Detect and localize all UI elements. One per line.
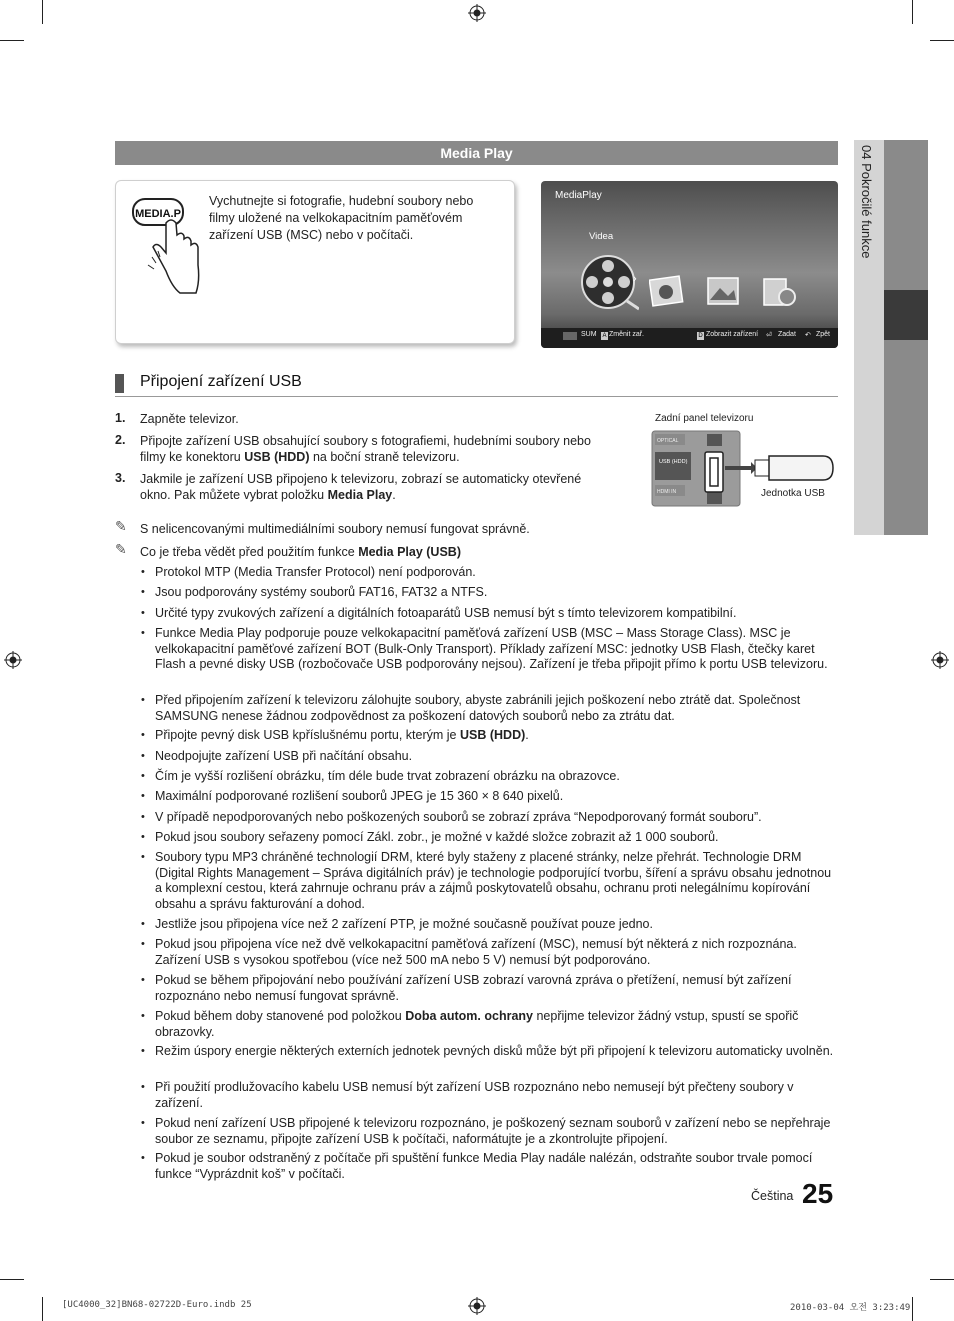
- bullet-text: Jsou podporovány systémy souborů FAT16, FAT32 a NTFS.: [155, 585, 488, 599]
- bullet-icon: •: [141, 831, 145, 843]
- bullet-icon: •: [141, 750, 145, 762]
- bullet-text: Při použití prodlužovacího kabelu USB nemusí být zařízení USB rozpoznáno nebo nemusejí být přečteny soubory v zařízení.: [155, 1080, 794, 1110]
- section-title: Připojení zařízení USB: [140, 373, 302, 390]
- photo-icon[interactable]: [649, 274, 685, 308]
- chapter-tab-label: 04 Pokročilé funkce: [859, 145, 874, 259]
- bullet-icon: •: [141, 1045, 145, 1057]
- bullet-text: Soubory typu MP3 chráněné technologií DRM, které byly staženy z placené stránky, nelze přehrát. Technologie DRM (Digital Rights Management – Správa digitálních práv) je technologie podporující tvorbu, šíření a správu obsahu jednotnou a komplexní cestou, která zahrnuje ochranu práv a zájmů poskytovatelů obsahu, ochranu proti nelegálnímu kopírování obsahu a správu fakturování a dohod.: [155, 850, 832, 911]
- bullet-text: Funkce Media Play podporuje pouze velkokapacitní paměťová zařízení USB (MSC – Mass Storage Class). MSC je velkokapacitní paměťové zařízení BOT (Bulk-Only Transport). Příklady zařízení MSC: jednotky USB Flash, čtečky karet Flash a pevné disky USB (rozbočovače USB podporovány nejsou). Zařízení je třeba připojit přímo k portu USB televizoru.: [155, 626, 828, 671]
- registration-mark-icon: [931, 651, 949, 669]
- crop-mark: [42, 0, 43, 24]
- bullet-text: Jestliže jsou připojena více než 2 zařízení PTP, je možné současně používat pouze jedno.: [155, 917, 653, 931]
- screen-footer-view[interactable]: Zobrazit zařízení: [706, 331, 759, 338]
- bullet-icon: •: [141, 1081, 145, 1093]
- note-text: Co je třeba vědět před použitím funkce Media Play (USB): [140, 545, 461, 559]
- note-pencil-icon: ✎: [115, 518, 127, 534]
- registration-mark-icon: [468, 4, 486, 22]
- sum-icon: [563, 332, 577, 340]
- screen-selected-label: Videa: [589, 231, 614, 242]
- bullet-icon: •: [141, 566, 145, 578]
- back-icon: ↶: [805, 332, 811, 339]
- bullet-icon: •: [141, 790, 145, 802]
- step-text: Připojte zařízení USB obsahující soubory s fotografiemi, hudebními soubory nebo filmy ke konektoru USB (HDD) na boční straně televizoru.: [140, 434, 591, 464]
- page-header: Media Play: [115, 141, 838, 165]
- page-number: 25: [802, 1178, 834, 1209]
- bullet-icon: •: [141, 851, 145, 863]
- bullet-icon: •: [141, 694, 145, 706]
- bullet-icon: •: [141, 1152, 145, 1164]
- bullet-text: Čím je vyšší rozlišení obrázku, tím déle bude trvat zobrazení obrázku na obrazovce.: [155, 769, 620, 783]
- bullet-icon: •: [141, 607, 145, 619]
- remote-button-press-icon: [130, 195, 205, 300]
- pictures-icon[interactable]: [704, 276, 742, 308]
- bullet-text: Určité typy zvukových zařízení a digitálních fotoaparátů USB nemusí být s tímto televizorem kompatibilní.: [155, 606, 737, 620]
- media-button-label: MEDIA.P: [135, 208, 181, 220]
- bullet-text: Pokud se během připojování nebo používání zařízení USB zobrazí varovná zpráva o přetížení, nemusí být zařízení rozpoznáno nebo nemusí fungovat správně.: [155, 973, 792, 1003]
- bullet-text: Pokud je soubor odstraněný z počítače při spuštění funkce Media Play nadále nalézán, odstraňte soubor trvale pomocí funkce “Vyprázdnit koš” v počítači.: [155, 1151, 813, 1181]
- registration-mark-icon: [4, 651, 22, 669]
- bullet-text: Protokol MTP (Media Transfer Protocol) není podporován.: [155, 565, 476, 579]
- step-text: Zapněte televizor.: [140, 412, 239, 426]
- bullet-icon: •: [141, 729, 145, 741]
- crop-mark: [0, 40, 24, 41]
- screen-footer-back[interactable]: Zpět: [816, 331, 831, 338]
- enter-icon: ⏎: [766, 332, 772, 339]
- intro-text: Vychutnejte si fotografie, hudební soubory nebo filmy uložené na velkokapacitním paměťovém zařízení USB (MSC) nebo v počítači.: [209, 194, 474, 242]
- step-number: 3.: [115, 471, 126, 485]
- button-a-icon: A: [602, 333, 607, 339]
- svg-text:HDMI IN: HDMI IN: [657, 489, 677, 495]
- crop-mark: [42, 1297, 43, 1321]
- bullet-text: Pokud jsou soubory seřazeny pomocí Zákl. zobr., je možné v každé složce zobrazit až 1 000 souborů.: [155, 830, 719, 844]
- bullet-text: Pokud během doby stanovené pod položkou Doba autom. ochrany nepřijme televizor žádný vstup, spustí se spořič obrazovky.: [155, 1009, 799, 1039]
- step-number: 2.: [115, 433, 126, 447]
- crop-mark: [912, 1297, 913, 1321]
- bullet-text: Pokud není zařízení USB připojené k televizoru rozpoznáno, je poškozený seznam souborů v zařízení nebo se nepřehraje soubor ze seznamu, připojte zařízení USB k počítači, naformátujte je a zkontrolujte připojení.: [155, 1116, 831, 1146]
- bullet-icon: •: [141, 627, 145, 639]
- crop-mark: [930, 1279, 954, 1280]
- mediaplay-screen: [541, 181, 838, 348]
- registration-mark-icon: [468, 1297, 486, 1315]
- bullet-icon: •: [141, 1117, 145, 1129]
- language-label: Čeština: [751, 1189, 794, 1203]
- note-pencil-icon: ✎: [115, 541, 127, 557]
- figure-panel-label: Zadní panel televizoru: [655, 413, 754, 424]
- svg-text:USB (HDD): USB (HDD): [659, 459, 688, 465]
- chapter-tab-strip: [884, 340, 928, 535]
- bullet-text: Režim úspory energie některých externích jednotek pevných disků může být při připojení k televizoru automaticky uvolněn.: [155, 1044, 834, 1058]
- bullet-icon: •: [141, 1010, 145, 1022]
- step-number: 1.: [115, 411, 126, 425]
- chapter-tab-strip: [884, 140, 928, 290]
- bullet-icon: •: [141, 770, 145, 782]
- bullet-text: Neodpojujte zařízení USB při načítání obsahu.: [155, 749, 413, 763]
- bullet-icon: •: [141, 586, 145, 598]
- step-text: Jakmile je zařízení USB připojeno k televizoru, zobrazí se automaticky otevřené okno. Pak můžete vybrat položku Media Play.: [140, 472, 582, 502]
- bullet-text: V případě nepodporovaných nebo poškozených souborů se zobrazí zpráva “Nepodporovaný formát souboru”.: [155, 810, 762, 824]
- screen-footer-change[interactable]: Změnit zař.: [609, 331, 645, 338]
- button-d-icon: D: [698, 333, 703, 339]
- bullet-icon: •: [141, 938, 145, 950]
- screen-footer-sum: SUM: [581, 331, 597, 338]
- figure-drive-label: Jednotka USB: [761, 488, 825, 499]
- section-heading: [115, 371, 838, 397]
- bullet-text: Pokud jsou připojena více než dvě velkokapacitní paměťová zařízení (MSC), nemusí být některá z nich rozpoznána. Zařízení USB s vysokou spotřebou (více než 500 mA nebo 5 V) nemusí být podporováno.: [155, 937, 797, 967]
- crop-mark: [912, 0, 913, 24]
- crop-mark: [0, 1279, 24, 1280]
- bullet-icon: •: [141, 811, 145, 823]
- crop-mark: [930, 40, 954, 41]
- bullet-text: Připojte pevný disk USB kpříslušnému portu, kterým je USB (HDD).: [155, 728, 529, 742]
- bullet-text: Maximální podporované rozlišení souborů JPEG je 15 360 × 8 640 pixelů.: [155, 789, 564, 803]
- screen-footer-enter[interactable]: Zadat: [778, 331, 796, 338]
- print-date-info: 2010-03-04 오전 3:23:49: [790, 1303, 911, 1313]
- section-marker: [115, 374, 124, 393]
- settings-icon[interactable]: [761, 275, 797, 309]
- chapter-tab-marker: [884, 290, 928, 340]
- chevron-right-icon: ›: [633, 273, 637, 285]
- bullet-icon: •: [141, 974, 145, 986]
- print-file-info: [UC4000_32]BN68-02722D-Euro.indb 25: [62, 1300, 252, 1310]
- bullet-text: Před připojením zařízení k televizoru zálohujte soubory, abyste zabránili jejich poškození nebo ztrátě dat. Společnost SAMSUNG nenese žádnou zodpovědnost za poškození datových souborů nebo za ztrátu dat.: [155, 693, 801, 723]
- screen-title: MediaPlay: [555, 190, 602, 201]
- note-text: S nelicencovanými multimediálními soubory nemusí fungovat správně.: [140, 522, 530, 536]
- video-reel-icon[interactable]: [577, 251, 639, 313]
- bullet-icon: •: [141, 918, 145, 930]
- svg-text:OPTICAL: OPTICAL: [657, 438, 679, 444]
